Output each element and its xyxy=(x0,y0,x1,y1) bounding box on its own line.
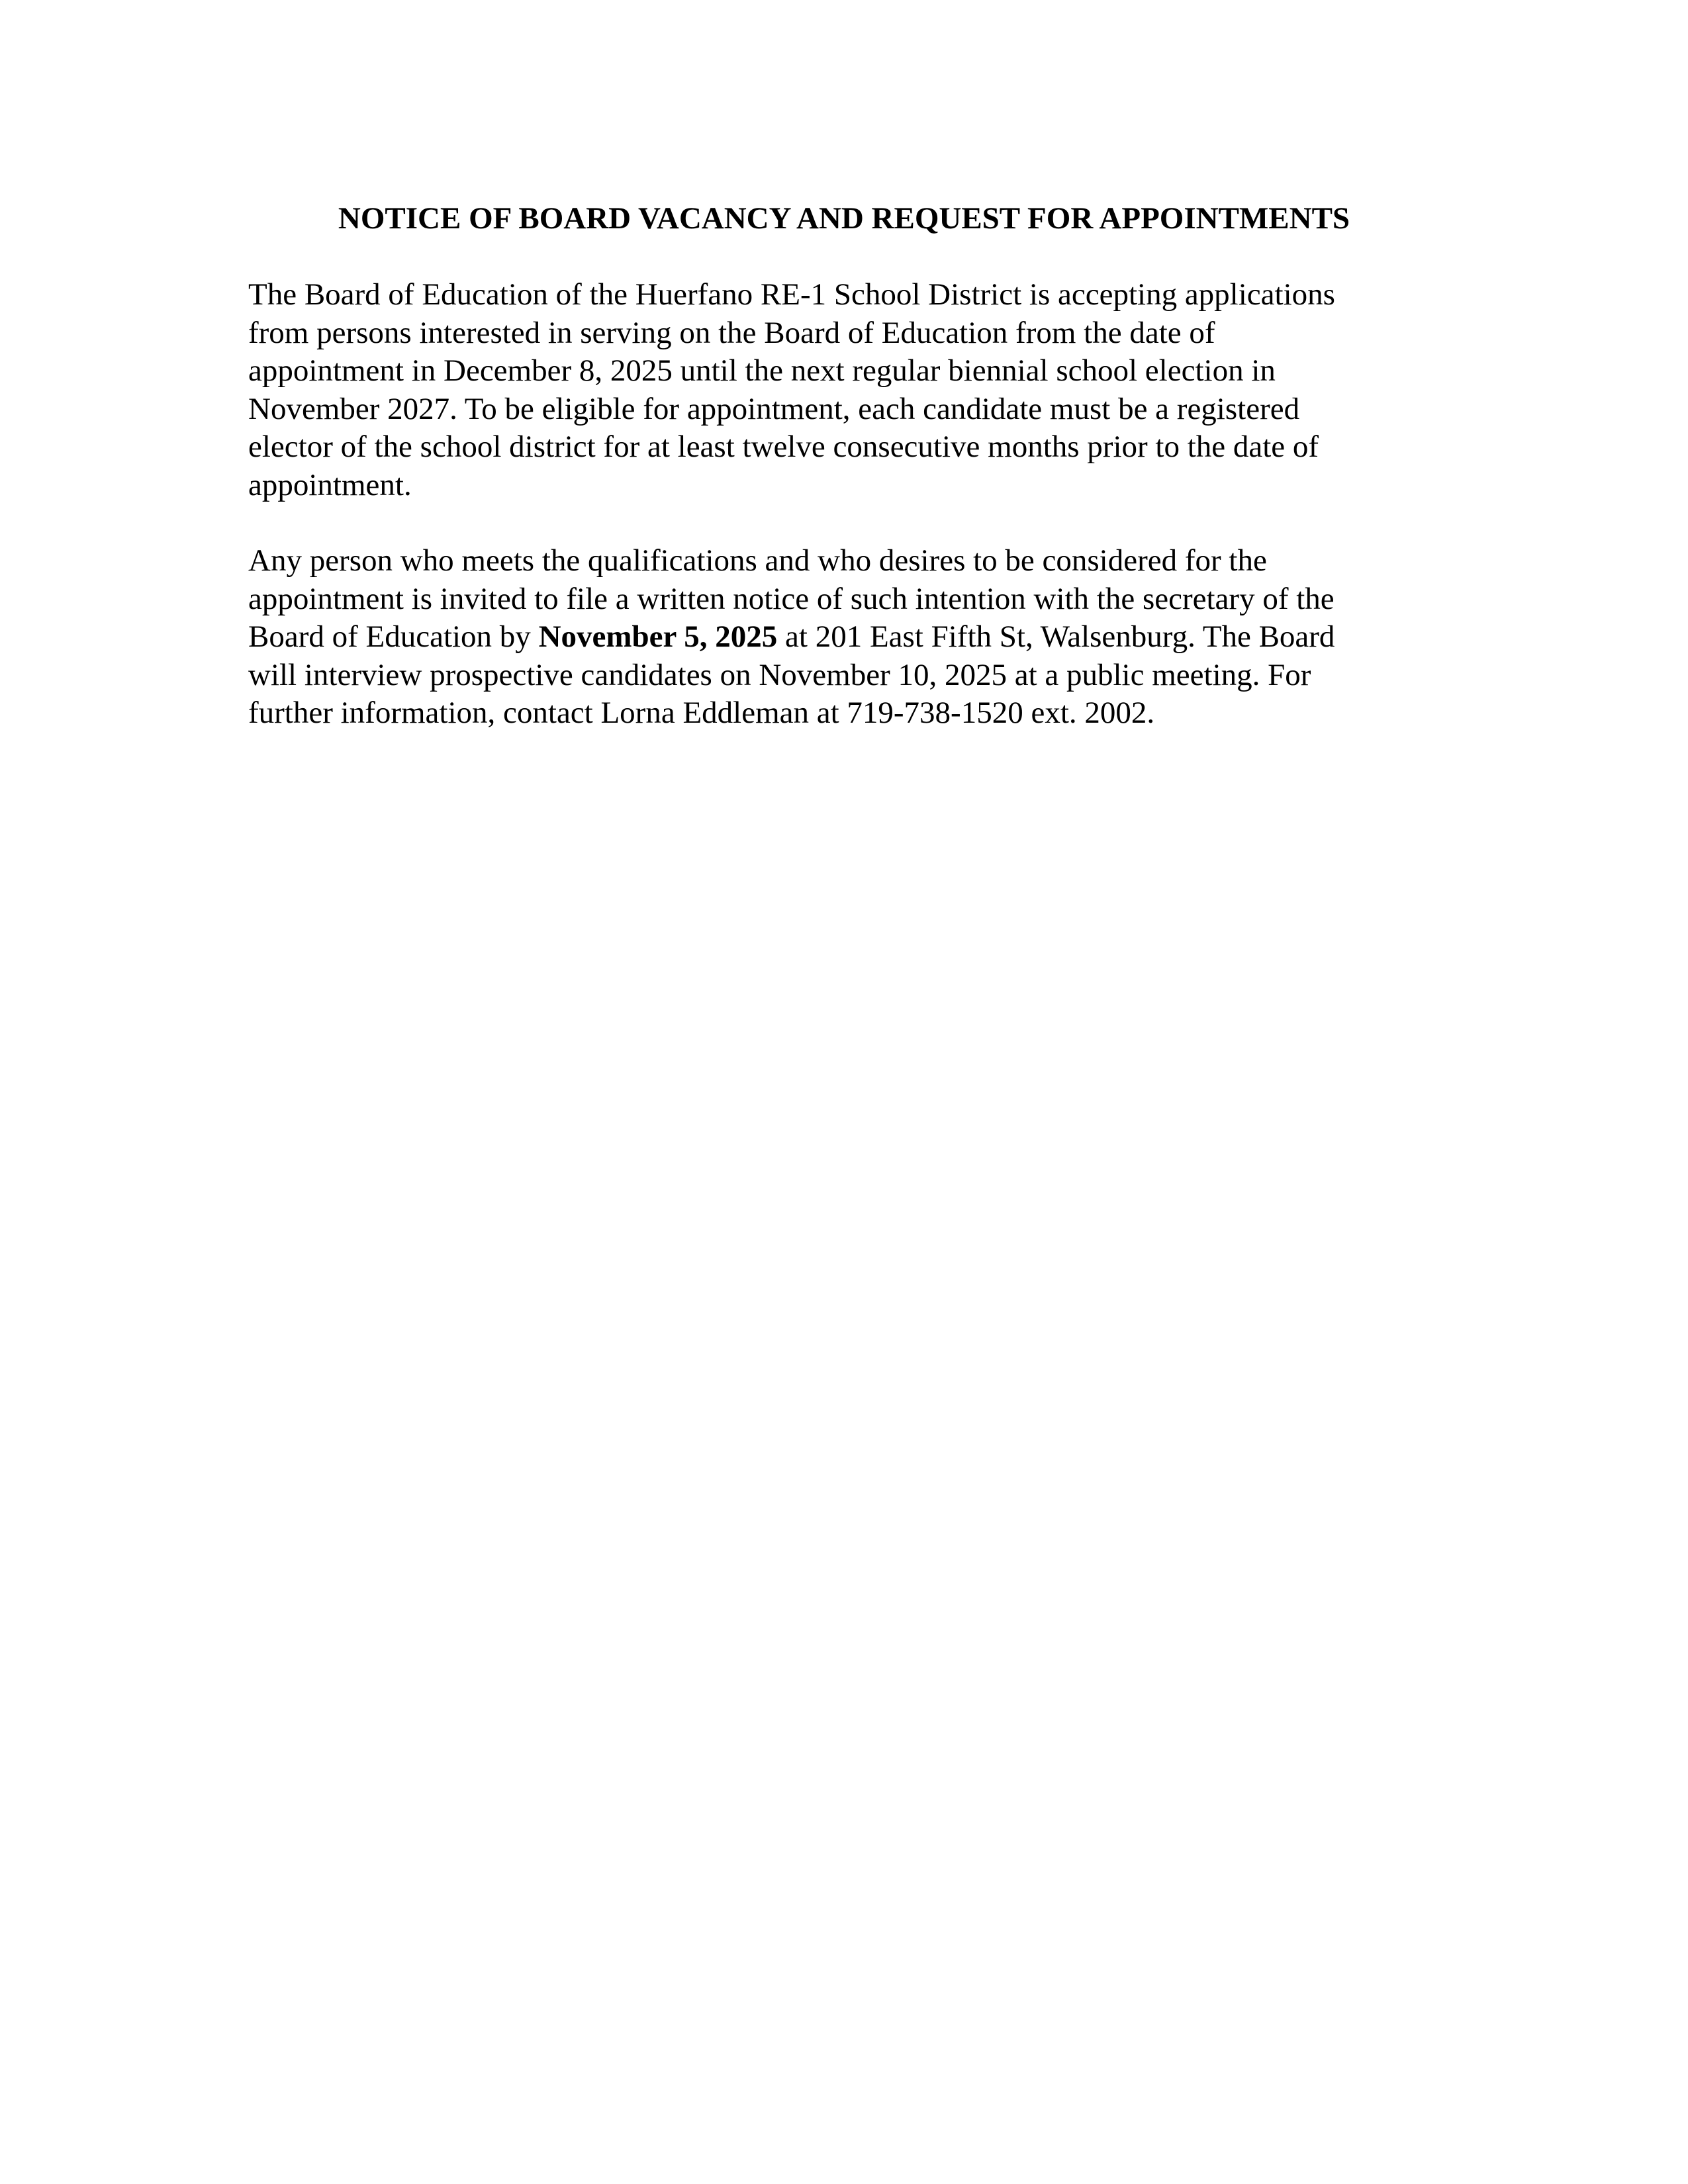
paragraph-line: appointment is invited to file a written notice of such intention with the secretary of the xyxy=(248,581,1335,616)
document-title: NOTICE OF BOARD VACANCY AND REQUEST FOR APPOINTMENTS xyxy=(338,201,1350,236)
application-instructions-paragraph xyxy=(248,542,1440,733)
deadline-intro-text: Board of Education by xyxy=(248,619,539,654)
document-content xyxy=(248,199,1440,733)
paragraph-line: November 2027. To be eligible for appointment, each candidate must be a registered xyxy=(248,391,1300,426)
paragraph-line: will interview prospective candidates on November 10, 2025 at a public meeting. For xyxy=(248,657,1311,692)
paragraph-line-with-deadline xyxy=(248,618,1440,657)
eligibility-paragraph xyxy=(248,276,1440,504)
application-deadline: November 5, 2025 xyxy=(538,619,778,654)
paragraph-line: elector of the school district for at least twelve consecutive months prior to the date of xyxy=(248,430,1319,464)
paragraph-line: Any person who meets the qualifications and who desires to be considered for the xyxy=(248,543,1267,578)
paragraph-line: appointment. xyxy=(248,467,412,502)
paragraph-line: appointment in December 8, 2025 until the next regular biennial school election in xyxy=(248,353,1276,388)
paragraph-line: The Board of Education of the Huerfano RE-1 School District is accepting applications xyxy=(248,277,1335,312)
contact-information-line: further information, contact Lorna Eddleman at 719-738-1520 ext. 2002. xyxy=(248,696,1155,730)
paragraph-line: from persons interested in serving on the Board of Education from the date of xyxy=(248,315,1215,350)
deadline-location-text: at 201 East Fifth St, Walsenburg. The Board xyxy=(777,619,1335,654)
